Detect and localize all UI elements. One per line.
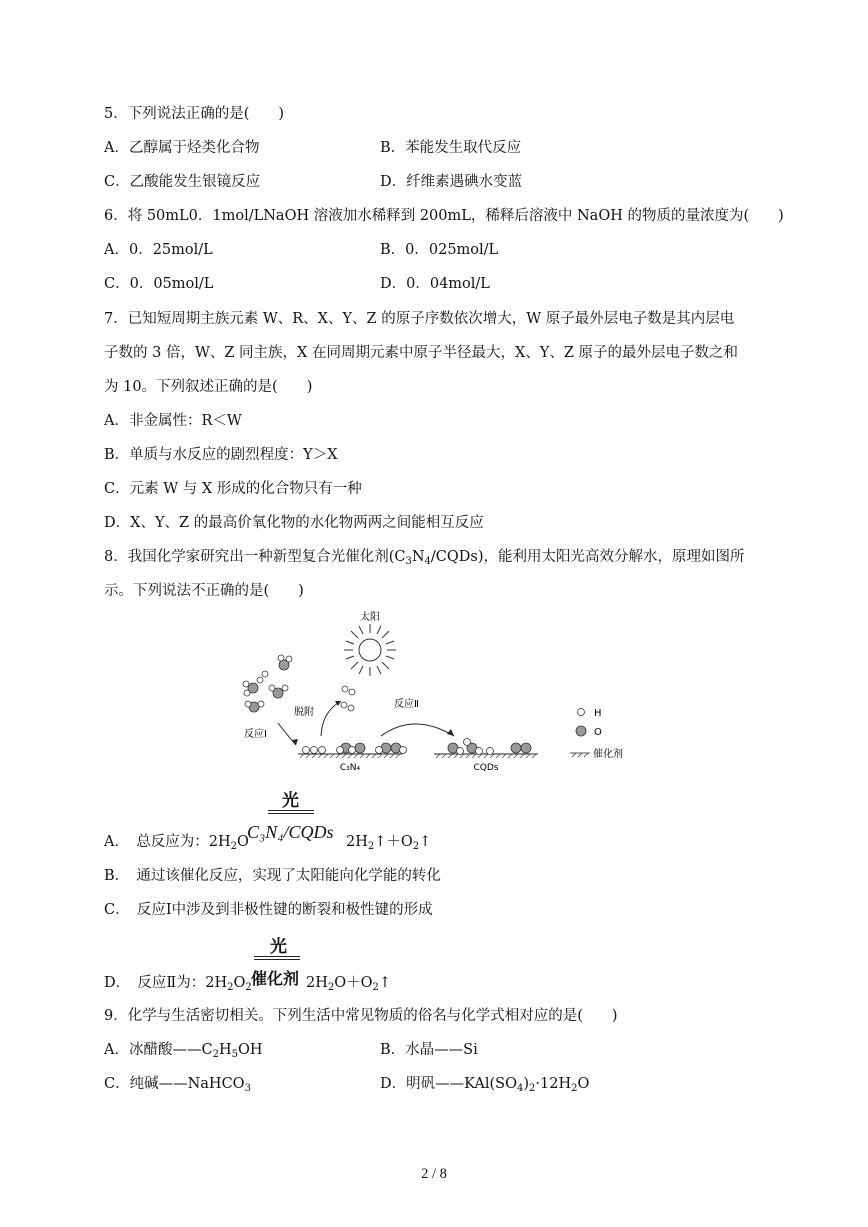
- arrow-desorb: [321, 701, 341, 736]
- q8-stem-line1: 8．我国化学家研究出一种新型复合光催化剂$(C_3N_4/CQDs)$，能利用太阳光高效分解水，原理如图所: [104, 549, 745, 567]
- q6-stem: 6．将 50mL0．1mol/LNaOH 溶液加水稀释到 200mL，稀释后溶液中 NaOH 的物质的量浓度为( ): [104, 208, 784, 224]
- arrow-reaction2: [381, 724, 454, 736]
- legend-h-icon: [578, 709, 585, 716]
- q8a-products: $2H_2↑+O_2↑$: [346, 834, 432, 852]
- q9-option-d: D．明矾$——KAl(SO_4)_2\cdot 12H_2O$: [380, 1076, 590, 1094]
- q8a-equal-bar2: [268, 813, 314, 814]
- q8a-condition-bottom: C₃N₄/CQDs: [247, 822, 334, 842]
- q8d-equal-bar1: [254, 956, 300, 957]
- reaction2-label: 反应Ⅱ: [394, 699, 419, 710]
- legend: [570, 709, 590, 758]
- legend-h-label: H: [594, 708, 602, 719]
- q7-option-c: C．元素 W 与 X 形成的化合物只有一种: [104, 481, 362, 497]
- q8d-condition-top: 光: [270, 937, 287, 957]
- q7-option-d: D．X、Y、Z 的最高价氧化物的水化物两两之间能相互反应: [104, 515, 484, 531]
- sun-label: 太阳: [360, 612, 380, 623]
- q5-option-a: A．乙醇属于烃类化合物: [104, 140, 260, 156]
- q9-option-c: C．纯碱——NaHCO$_3$: [104, 1076, 251, 1094]
- q8-option-c: C． 反应Ⅰ中涉及到非极性键的断裂和极性键的形成: [104, 902, 433, 918]
- legend-o-label: O: [594, 727, 602, 738]
- arrow-reaction1: [278, 723, 296, 745]
- q7-stem-line2: 子数的 3 倍，W、Z 同主族，X 在同周期元素中原子半径最大，X、Y、Z 原子的最外层电子数之和: [104, 345, 739, 361]
- q8-option-a: A． 总反应为：$2H_2O$: [104, 834, 249, 852]
- q5-option-c: C．乙酸能发生银镜反应: [104, 174, 261, 190]
- reaction1-label: 反应Ⅰ: [244, 729, 267, 740]
- q6-option-d: D．0．04mol/L: [380, 276, 490, 292]
- q9-option-a: A．冰醋酸$——C_2H_5OH$: [104, 1042, 263, 1060]
- q9-stem: 9．化学与生活密切相关。下列生活中常见物质的俗名与化学式相对应的是( ): [104, 1008, 618, 1024]
- q8d-condition-bottom: 催化剂: [251, 969, 300, 988]
- q8a-equal-bar1: [268, 810, 314, 811]
- sun-icon: [344, 624, 396, 676]
- q8d-equal-bar2: [254, 959, 300, 960]
- q6-option-c: C．0．05mol/L: [104, 276, 214, 292]
- q8-stem-line2: 示。下列说法不正确的是( ): [104, 583, 304, 599]
- q8-option-b: B． 通过该催化反应，实现了太阳能向化学能的转化: [104, 868, 441, 884]
- q8a-condition-top: 光: [282, 791, 299, 811]
- q9-option-b: B．水晶——Si: [380, 1042, 478, 1058]
- page-number: 2 / 8: [421, 1166, 447, 1182]
- legend-o-icon: [576, 726, 586, 736]
- q6-option-a: A．0．25mol/L: [104, 242, 213, 258]
- q8d-products: $2H_2O+O_2↑$: [306, 975, 392, 993]
- q7-option-b: B．单质与水反应的剧烈程度：Y＞X: [104, 447, 338, 463]
- q8-option-d: D． 反应Ⅱ为：$2H_2O_2$: [104, 975, 252, 993]
- desorb-label: 脱附: [294, 707, 314, 718]
- c3n4-label: C₃N₄: [339, 763, 361, 773]
- q7-stem-line1: 7．已知短周期主族元素 W、R、X、Y、Z 的原子序数依次增大，W 原子最外层电子数是其内层电: [104, 311, 735, 327]
- q7-option-a: A．非金属性：R＜W: [104, 413, 242, 429]
- legend-catalyst-label: 催化剂: [593, 749, 623, 760]
- q5-option-b: B．苯能发生取代反应: [380, 140, 522, 156]
- cqds-label: CQDs: [473, 763, 499, 773]
- q7-stem-line3: 为 10。下列叙述正确的是( ): [104, 379, 313, 395]
- q5-stem: 5．下列说法正确的是( ): [104, 106, 285, 122]
- photocatalysis-diagram: [236, 604, 646, 779]
- q6-option-b: B．0．025mol/L: [380, 242, 499, 258]
- q5-option-d: D．纤维素遇碘水变蓝: [380, 174, 523, 190]
